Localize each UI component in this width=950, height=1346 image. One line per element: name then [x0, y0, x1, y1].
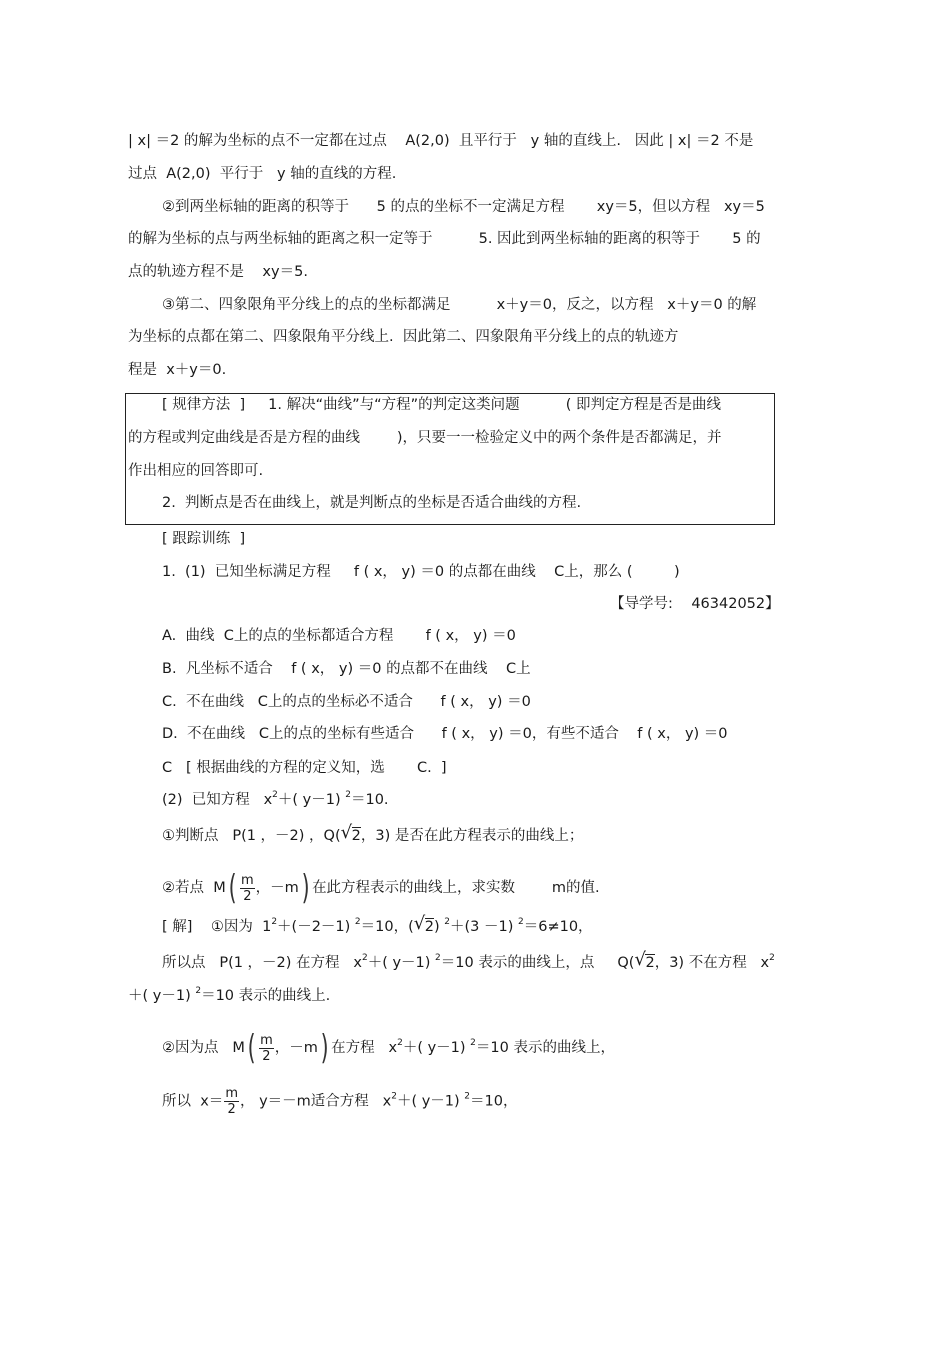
sqrt-sign: √ 2 [634, 949, 655, 971]
text-line: ③第二、四象限角平分线上的点的坐标都满足 x＋y＝0，反之，以方程 x＋y＝0 的解 [162, 297, 757, 313]
text-line: ②到两坐标轴的距离的积等于 5 的点的坐标不一定满足方程 xy＝5，但以方程 xy＝5 [162, 199, 765, 215]
fraction-m-over-2: $\frac{m}{2}$ [241, 872, 254, 904]
text-line: 过点 A(2,0) 平行于 y 轴的直线的方程. [128, 166, 397, 182]
section-heading: [ 跟踪训练 ] [162, 531, 246, 547]
option-b: B. 凡坐标不适合 f ( x， y) ＝0 的点都不在曲线 C上 [162, 661, 531, 677]
option-a: A. 曲线 C上的点的坐标都适合方程 f ( x， y) ＝0 [162, 628, 516, 644]
method-line: 2. 判断点是否在曲线上，就是判断点的坐标是否适合曲线的方程. [162, 495, 582, 511]
fraction-m-over-2: $\frac{m}{2}$ [225, 1086, 238, 1117]
text-line: 为坐标的点都在第二、四象限角平分线上. 因此第二、四象限角平分线上的点的轨迹方 [128, 329, 679, 345]
solution-line-1: [ 解] ①因为 $1^2+(-2-1)$ $^2$＝10，( √ 2) $^2$＋(3 －1) $^2$＝6≠10， [162, 913, 593, 935]
sqrt-sign: √ 2 [340, 822, 361, 844]
solution-line-5: 所以 x＝ $\frac{m}{2}$ ， y＝－m适合方程 $x^2+$( y－1) $^2$＝10， [162, 1086, 518, 1117]
text-line: | x| ＝2 的解为坐标的点不一定都在过点 A(2,0) 且平行于 y 轴的直线上. 因此 | x| ＝2 不是 [128, 133, 754, 149]
sub-question-2: ②若点 M( $\frac{m}{2}$ ，－m) 在此方程表示的曲线上，求实数 m的值. [162, 868, 600, 908]
text-line: 点的轨迹方程不是 xy＝5. [128, 264, 308, 280]
method-line: [ 规律方法 ] 1. 解决“曲线”与“方程”的判定这类问题 ( 即判定方程是否是曲线 [162, 397, 722, 413]
method-line: 的方程或判定曲线是否是方程的曲线 )，只要一一检验定义中的两个条件是否都满足，并 [128, 430, 722, 446]
text-line: 程是 x＋y＝0. [128, 362, 227, 378]
guide-number: 【导学号: 46342052】 [610, 596, 780, 612]
question-stem: 1. (1) 已知坐标满足方程 f ( x， y) ＝0 的点都在曲线 C上，那么 ( ) [162, 564, 680, 580]
fraction-m-over-2: $\frac{m}{2}$ [260, 1032, 273, 1064]
option-d: D. 不在曲线 C上的点的坐标有些适合 f ( x， y) ＝0，有些不适合 f ( x， y) ＝0 [162, 726, 728, 742]
question-2: (2) 已知方程 $x^2+$( y－1) $^2$＝10. [162, 790, 389, 808]
sqrt-sign: √ 2 [413, 913, 434, 935]
method-line: 作出相应的回答即可. [128, 463, 264, 479]
sub-question-1: ①判断点 P(1 ，－2) ，Q( √ 2，3) 是否在此方程表示的曲线上； [162, 822, 584, 844]
answer-line: C [ 根据曲线的方程的定义知，选 C. ] [162, 760, 447, 776]
solution-line-4: ②因为点 M( $\frac{m}{2}$ ，－m) 在方程 $x^2+$( y－1) $^2$＝10 表示的曲线上， [162, 1028, 615, 1068]
option-c: C. 不在曲线 C上的点的坐标必不适合 f ( x， y) ＝0 [162, 694, 531, 710]
text-line: 的解为坐标的点与两坐标轴的距离之积一定等于 5. 因此到两坐标轴的距离的积等于 5 的 [128, 231, 761, 247]
solution-line-3: ＋( y－1) $^2$＝10 表示的曲线上. [128, 986, 331, 1004]
solution-line-2: 所以点 P(1 ，－2) 在方程 $x^2+$( y－1) $^2$＝10 表示的曲线上，点 Q( √ 2，3) 不在方程 $x^2$ [162, 949, 775, 971]
